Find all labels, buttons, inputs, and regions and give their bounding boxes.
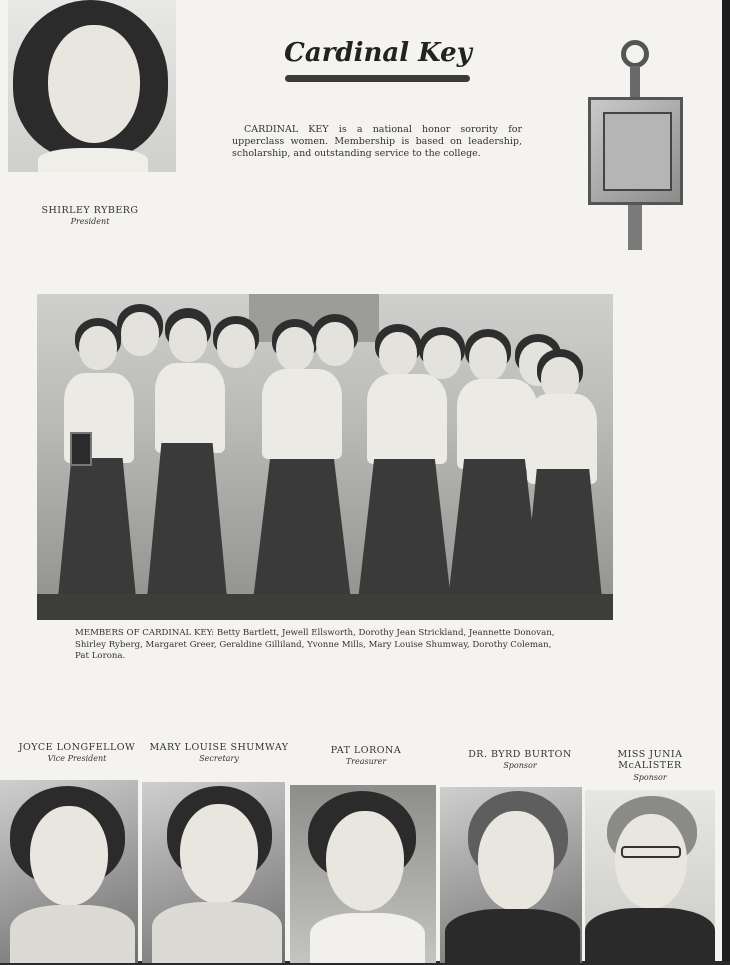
officer-role: Sponsor: [633, 773, 667, 782]
officer-name: JOYCE LONGFELLOW: [18, 742, 136, 753]
president-portrait: [8, 0, 176, 172]
glasses-icon: [621, 846, 681, 858]
officer-portrait-longfellow: [0, 780, 138, 963]
page-title: Cardinal Key: [284, 38, 472, 68]
officer-role: Treasurer: [345, 757, 387, 766]
members-caption: MEMBERS OF CARDINAL KEY: Betty Bartlett, Jewell Ellsworth, Dorothy Jean Strickland, Jeannette Donovan, Shirley Ryberg, Margaret Greer, Geraldine Gilliland, Yvonne Mills, Mary Louise Shumway, Dorothy Coleman, Pat Lorona.: [75, 628, 555, 661]
president-role: President: [70, 217, 110, 226]
floor: [37, 594, 613, 620]
key-plate: [588, 97, 683, 205]
eagle-crest-icon: [603, 112, 672, 191]
intro-paragraph: CARDINAL KEY is a national honor sorority for upperclass women. Membership is based on leadership, scholarship, and outstanding service to the college.: [232, 124, 522, 159]
officer-portrait-lorona: [290, 785, 436, 963]
officer-name: MISS JUNIA: [617, 749, 683, 760]
officer-portrait-mcalister: [585, 790, 715, 963]
officer-role: Sponsor: [503, 761, 537, 770]
officer-role: Vice President: [47, 754, 107, 763]
key-shaft: [628, 205, 642, 250]
officer-name: McALISTER: [618, 760, 682, 771]
officer-role: Secretary: [199, 754, 239, 763]
officer-name: DR. BYRD BURTON: [468, 749, 572, 760]
president-name: SHIRLEY RYBERG: [41, 205, 139, 216]
title-underline: [285, 75, 470, 82]
key-ring-icon: [621, 40, 649, 68]
officer-name: PAT LORONA: [330, 745, 402, 756]
group-photo: [37, 294, 613, 620]
key-stem: [630, 66, 640, 98]
key-badge-icon: [70, 432, 92, 466]
officer-portrait-shumway: [142, 782, 285, 963]
officer-name: MARY LOUISE SHUMWAY: [149, 742, 289, 753]
page-edge: [722, 0, 730, 965]
officer-portrait-burton: [440, 787, 582, 963]
